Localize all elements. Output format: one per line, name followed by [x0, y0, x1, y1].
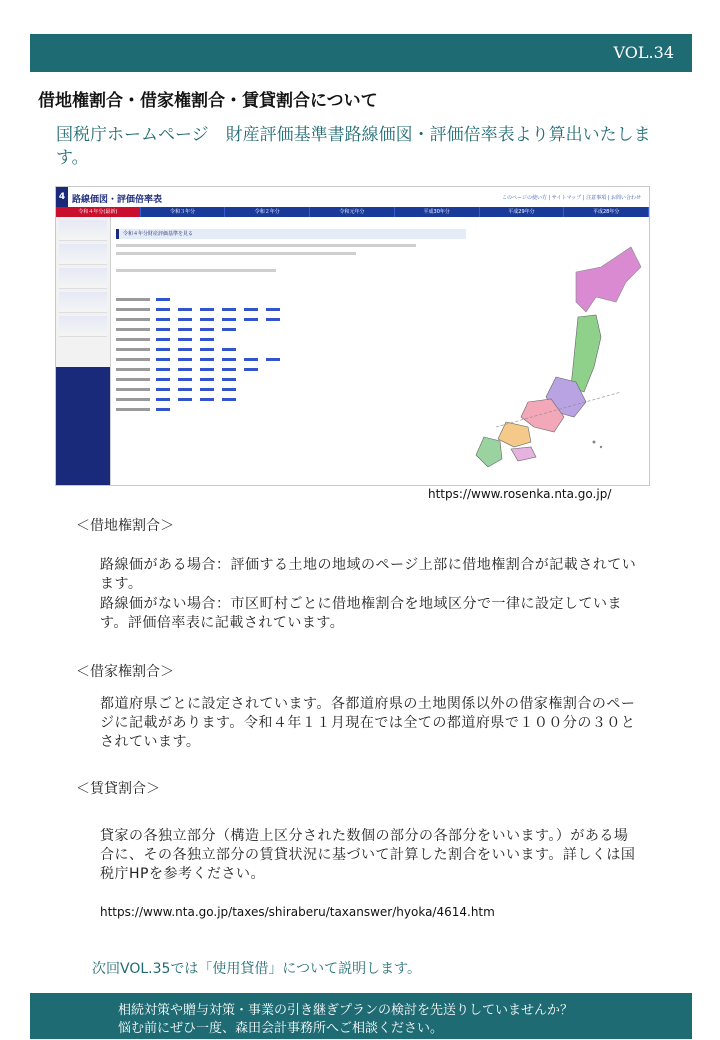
screenshot-header: [56, 187, 649, 207]
japan-map-icon: [436, 227, 646, 477]
screenshot-links: このページの使い方 | サイトマップ | 注意事項 | お問い合わせ: [502, 195, 641, 201]
next-issue-notice: 次回VOL.35では「使用貸借」について説明します。: [92, 961, 422, 977]
screenshot-number: 4: [56, 187, 68, 207]
section-heading: ＜借家権割合＞: [76, 664, 174, 680]
section-heading: ＜借地権割合＞: [76, 518, 174, 534]
section-paragraph: 貸家の各独立部分（構造上区分された数個の部分の各部分をいいます。）がある場合に、その各独立部分の賃貸状況に基づいて計算した割合をいいます。詳しくは国税庁HPを参考ください。: [100, 828, 636, 882]
rosenka-screenshot: [55, 186, 650, 486]
section-paragraph: 路線価がない場合：市区町村ごとに借地権割合を地域区分で一律に設定しています。評価倍率表に記載されています。: [100, 596, 622, 631]
source-url[interactable]: https://www.rosenka.nta.go.jp/: [428, 487, 612, 501]
section-paragraph: 路線価がある場合：評価する土地の地域のページ上部に借地権割合が記載されています。: [100, 557, 637, 592]
page-title: 借地権割合・借家権割合・賃貸割合について: [38, 91, 378, 111]
year-tab: 平成29年分: [480, 207, 565, 217]
footer-line-2: 悩む前にぜひ一度、森田会計事務所へご相談ください。: [118, 1021, 444, 1036]
screenshot-content-heading: 令和４年分財産評価基準を見る: [116, 229, 466, 239]
year-tab: 令和４年分(最新): [56, 207, 141, 217]
reference-url[interactable]: https://www.nta.go.jp/taxes/shiraberu/taxanswer/hyoka/4614.htm: [100, 905, 495, 919]
header-bar: [30, 34, 692, 72]
section-heading: ＜賃貸割合＞: [76, 781, 160, 797]
volume-label: VOL.34: [613, 43, 674, 62]
screenshot-title: 路線価図・評価倍率表: [72, 195, 163, 205]
screenshot-sidebar: [56, 217, 111, 485]
year-tab: 令和元年分: [310, 207, 395, 217]
page-subtitle: 国税庁ホームページ 財産評価基準書路線価図・評価倍率表より算出いたします。: [56, 125, 651, 168]
year-tab: 令和３年分: [141, 207, 226, 217]
year-tab: 平成28年分: [564, 207, 649, 217]
year-tab: 令和２年分: [225, 207, 310, 217]
footer-bar: [30, 993, 692, 1039]
section-paragraph: 都道府県ごとに設定されています。各都道府県の土地関係以外の借家権割合のページに記載があります。令和４年１１月現在では全ての都道府県で１００分の３０とされています。: [100, 696, 636, 750]
footer-line-1: 相続対策や贈与対策・事業の引き継ぎプランの検討を先送りしていませんか？: [118, 1003, 574, 1018]
screenshot-year-tabs: [56, 207, 649, 217]
screenshot-content: [116, 221, 466, 481]
year-tab: 平成30年分: [395, 207, 480, 217]
